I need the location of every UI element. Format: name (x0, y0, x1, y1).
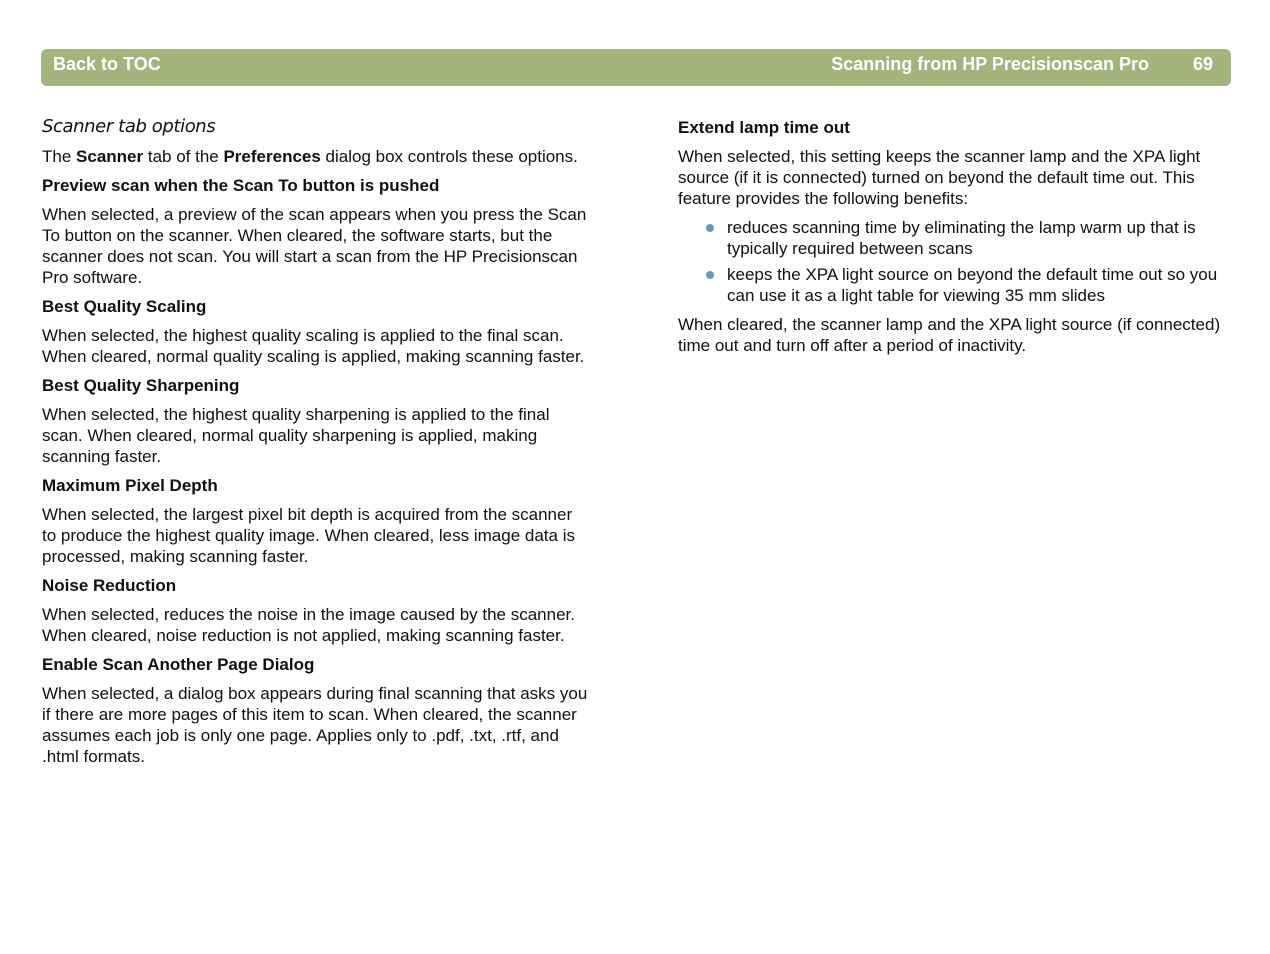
option-heading-preview-scan: Preview scan when the Scan To button is pushed (42, 176, 440, 195)
option-body-best-quality-sharpening: When selected, the highest quality sharpening is applied to the final scan. When cleared, normal quality sharpening is applied, making scanning faster. (42, 405, 550, 466)
back-to-toc-link[interactable]: Back to TOC (53, 54, 161, 74)
option-body-extend-lamp-time-out: When selected, this setting keeps the scanner lamp and the XPA light source (if it is connected) turned on beyond the default time out. This feature provides the following benefits: (678, 147, 1201, 208)
subsection-title: Scanner tab options (42, 116, 216, 137)
intro-text: The (42, 147, 77, 166)
list-item-text: keeps the XPA light source on beyond the default time out so you can use it as a light table for viewing 35 mm slides (727, 265, 1218, 305)
option-heading-noise-reduction: Noise Reduction (42, 576, 177, 595)
list-item (727, 264, 1226, 306)
intro-bold-scanner: Scanner (76, 147, 144, 166)
right-column (678, 114, 1226, 364)
option-body-preview-scan: When selected, a preview of the scan appears when you press the Scan To button on the scanner. When cleared, the software starts, but the scanner does not scan. You will start a scan from the HP Precisionscan Pro software. (42, 205, 587, 287)
benefits-list (678, 217, 1226, 306)
intro-paragraph (42, 146, 590, 167)
option-heading-extend-lamp-time-out: Extend lamp time out (678, 118, 850, 137)
closing-paragraph: When cleared, the scanner lamp and the XPA light source (if connected) time out and turn off after a period of inactivity. (678, 315, 1221, 355)
list-item (727, 217, 1226, 259)
intro-text: dialog box controls these options. (320, 147, 578, 166)
option-body-best-quality-scaling: When selected, the highest quality scaling is applied to the final scan. When cleared, normal quality scaling is applied, making scanning faster. (42, 326, 585, 366)
option-heading-maximum-pixel-depth: Maximum Pixel Depth (42, 476, 218, 495)
option-body-noise-reduction: When selected, reduces the noise in the image caused by the scanner. When cleared, noise reduction is not applied, making scanning faster. (42, 605, 575, 645)
left-column (42, 114, 590, 775)
page-header-bar (41, 49, 1231, 86)
list-item-text: reduces scanning time by eliminating the lamp warm up that is typically required between scans (727, 218, 1196, 258)
intro-bold-preferences: Preferences (223, 147, 321, 166)
bullet-dot-icon (706, 271, 714, 279)
section-title: Scanning from HP Precisionscan Pro (831, 54, 1149, 74)
option-heading-best-quality-sharpening: Best Quality Sharpening (42, 376, 240, 395)
intro-text: tab of the (143, 147, 224, 166)
page-number: 69 (1192, 54, 1213, 74)
option-body-enable-scan-another-page: When selected, a dialog box appears during final scanning that asks you if there are more pages of this item to scan. When cleared, the scanner assumes each job is only one page. Applies only to .pdf, .txt, .rtf, and .html formats. (42, 684, 588, 766)
option-heading-enable-scan-another-page: Enable Scan Another Page Dialog (42, 655, 315, 674)
option-heading-best-quality-scaling: Best Quality Scaling (42, 297, 207, 316)
option-body-maximum-pixel-depth: When selected, the largest pixel bit depth is acquired from the scanner to produce the highest quality image. When cleared, less image data is processed, making scanning faster. (42, 505, 575, 566)
bullet-dot-icon (706, 224, 714, 232)
